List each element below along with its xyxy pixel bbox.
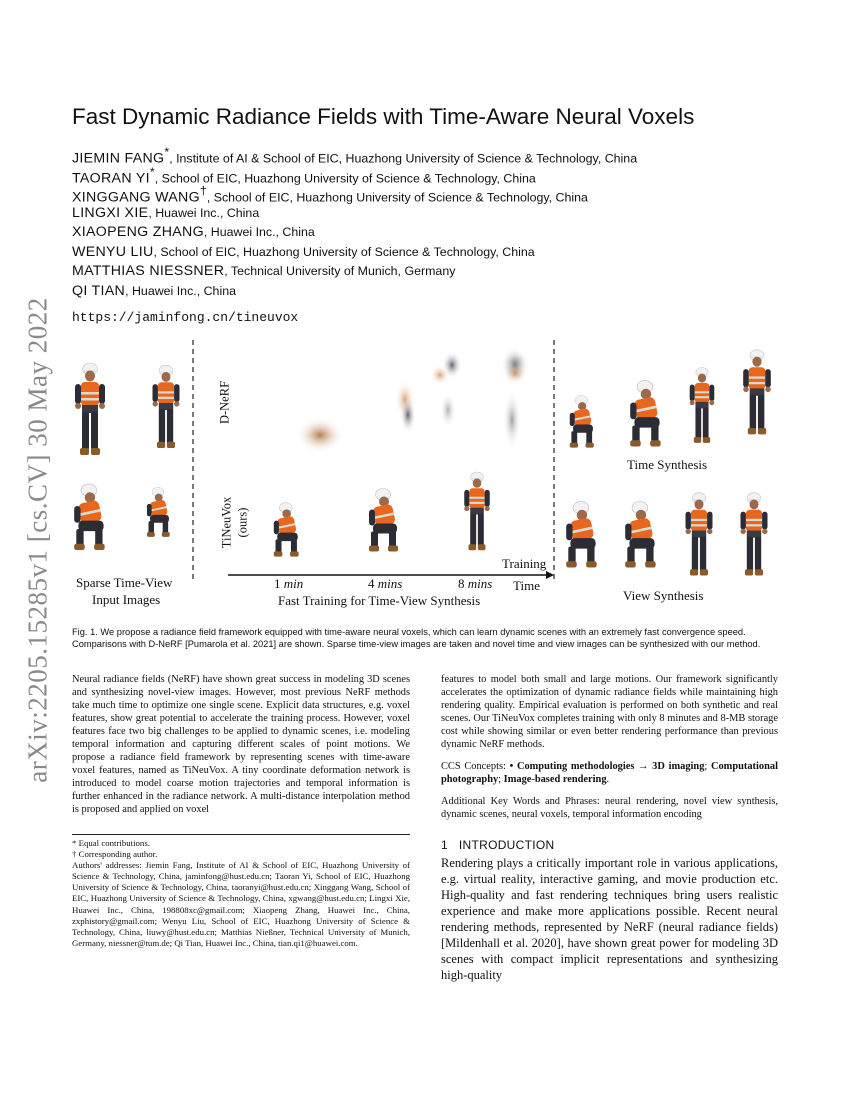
ccs-concepts: [441, 760, 778, 786]
dnerf-render-3: [430, 351, 462, 428]
author-name: TAORAN YI: [72, 169, 150, 186]
tick-unit: mins: [467, 576, 493, 591]
author-line: [72, 204, 792, 224]
view-synthesis-worker: [566, 501, 596, 567]
input-caption-line2: Input Images: [92, 592, 161, 607]
input-view-worker: [147, 487, 170, 536]
author-affiliation: , Huawei Inc., China: [125, 283, 236, 298]
view-synthesis-worker: [625, 501, 655, 567]
section-title: INTRODUCTION: [458, 838, 555, 852]
keywords: Additional Key Words and Phrases: neural rendering, novel view synthesis, dynamic scenes, neural voxels, temporal information encoding: [441, 796, 778, 821]
tineuvox-render-1min: [274, 503, 299, 557]
author-affiliation: , Huawei Inc., China: [148, 205, 260, 220]
author-name: MATTHIAS NIESSNER: [72, 263, 225, 279]
tick-unit: min: [283, 576, 304, 591]
time-synthesis-worker: [570, 395, 594, 447]
abstract-left-column: [72, 673, 410, 817]
author-line: [72, 243, 792, 263]
author-name: WENYU LIU: [72, 243, 154, 260]
author-affiliation: , School of EIC, Huazhong University of Science & Technology, China: [153, 244, 535, 259]
arxiv-identifier: arXiv:2205.15285v1 [cs.CV] 30 May 2022: [22, 297, 53, 783]
footnote-addresses: Authors' addresses: Jiemin Fang, Institute of AI & School of EIC, Huazhong University of Science & Technology, China, jaminfong@hust.edu.cn; Taoran Yi, School of EIC, Huazhong University of Science & Technology, China, taoranyi@hust.edu.cn; Xinggang Wang, School of EIC, Huazhong University of Science & Technology, China, xgwang@hust.edu.cn; Lingxi Xie, Huawei Inc., China, 198808xc@gmail.com; Xiaopeng Zhang, Huawei Inc., China, zxphistory@gmail.com; Wenyu Liu, School of EIC, Huazhong University of Science & Technology, China, liuwy@hust.edu.cn; Matthias Nießner, Technical University of Munich, Germany, niessner@tum.de; Qi Tian, Huawei Inc., China, tian.qi1@huawei.com.: [72, 860, 410, 948]
footnote-rule: [72, 834, 410, 835]
ccs-concept: Image-based rendering: [503, 774, 607, 786]
input-view-worker: [153, 365, 180, 448]
input-view-worker: [74, 484, 104, 550]
input-caption-line1: Sparse Time-View: [76, 575, 173, 590]
author-name: XIAOPENG ZHANG: [72, 224, 204, 240]
tineuvox-row-label-line1: TiNeuVox: [219, 496, 234, 549]
author-mark: *: [149, 164, 155, 179]
dnerf-render-4: [501, 347, 529, 450]
ccs-prefix: CCS Concepts:: [441, 761, 510, 773]
time-label: Time: [513, 578, 540, 593]
view-synthesis-label: View Synthesis: [623, 588, 704, 603]
author-line: [72, 223, 792, 243]
author-line: [72, 184, 792, 204]
tineuvox-render-8mins: [464, 472, 490, 550]
arxiv-sidebar: [18, 280, 58, 800]
tick-unit: mins: [377, 576, 403, 591]
tick-value: 1: [274, 576, 281, 591]
time-synthesis-worker: [690, 367, 715, 442]
ccs-separator: ;: [704, 761, 711, 773]
author-name: JIEMIN FANG: [72, 150, 165, 167]
time-synthesis-worker: [630, 380, 660, 446]
ccs-concept: • Computing methodologies → 3D imaging: [509, 761, 705, 773]
author-list: [72, 145, 792, 301]
footnotes: [72, 838, 410, 949]
author-affiliation: , Institute of AI & School of EIC, Huazhong University of Science & Technology, China: [169, 151, 638, 166]
author-line: [72, 262, 792, 282]
time-synthesis-worker: [743, 350, 771, 435]
ccs-concept: Computational photography: [441, 761, 778, 786]
author-mark: †: [199, 184, 207, 198]
author-line: [72, 165, 792, 185]
author-affiliation: , Technical University of Munich, Germany: [224, 264, 456, 278]
author-affiliation: , Huawei Inc., China: [203, 225, 315, 239]
training-label: Training: [502, 556, 547, 571]
author-affiliation: , School of EIC, Huazhong University of Science & Technology, China: [206, 190, 588, 205]
abstract-right-column: [441, 673, 778, 821]
abstract-paragraph: Neural radiance fields (NeRF) have shown great success in modeling 3D scenes and synthesizing novel-view images. However, most previous NeRF methods take much time to optimize one single scene. Explicit data structures, e.g. voxel features, show great potential to accelerate the training process. However, voxel features face two big challenges to be applied to dynamic scenes, i.e. modeling temporal information and capturing different scales of point motions. We propose a radiance field framework by representing scenes with time-aware voxel features, named as TiNeuVox. A tiny coordinate deformation network is introduced to model coarse motion trajectories and temporal information is further enhanced in the radiance network. A multi-distance interpolation method is proposed and applied on voxel: [72, 674, 410, 816]
author-affiliation: , School of EIC, Huazhong University of Science & Technology, China: [154, 170, 536, 185]
ccs-end: .: [606, 774, 610, 786]
dnerf-render-1: [296, 417, 344, 453]
author-mark: *: [164, 145, 170, 159]
center-caption: Fast Training for Time-View Synthesis: [278, 593, 481, 608]
author-line: [72, 282, 792, 302]
dnerf-row-label: D-NeRF: [217, 380, 232, 425]
tick-value: 8: [458, 576, 465, 591]
ccs-separator: ;: [498, 774, 504, 786]
dnerf-render-2: [395, 380, 416, 433]
abstract-paragraph-continued: features to model both small and large motions. Our framework significantly accelerates the optimization of dynamic radiance fields while maintaining high rendering quality. Empirical evaluation is performed on both synthetic and real scenes. Our TiNeuVox completes training with only 8 minutes and 8-MB storage cost while showing similar or even better rendering performance than previous dynamic NeRF methods.: [441, 674, 778, 751]
project-url[interactable]: https://jaminfong.cn/tineuvox: [72, 310, 299, 325]
view-synthesis-worker: [686, 493, 713, 576]
footnote-equal: * Equal contributions.: [72, 838, 150, 848]
author-name: QI TIAN: [72, 282, 126, 299]
time-tick-4mins: [368, 576, 402, 592]
section-heading: [441, 838, 554, 852]
figure-caption: Fig. 1. We propose a radiance field framework equipped with time-aware neural voxels, which can learn dynamic scenes with an extremely fast convergence speed. Comparisons with D-NeRF [Pumarola et al. 2021] are shown. Sparse time-view images are taken and novel time and view images can be synthesized with our method.: [72, 627, 761, 650]
figure-1: [60, 335, 790, 625]
input-view-worker: [75, 363, 105, 455]
time-synthesis-label: Time Synthesis: [627, 457, 708, 472]
section-number: 1: [441, 838, 448, 852]
view-synthesis-worker: [741, 493, 768, 576]
time-tick-1min: [274, 576, 303, 592]
paper-title: Fast Dynamic Radiance Fields with Time-Aware Neural Voxels: [72, 104, 695, 129]
author-name: XINGGANG WANG: [72, 189, 200, 206]
author-name: LINGXI XIE: [72, 204, 149, 221]
time-axis-arrowhead: [546, 571, 554, 579]
tineuvox-render-4mins: [369, 489, 398, 552]
tineuvox-row-label-line2: (ours): [235, 507, 250, 538]
time-tick-8mins: [458, 576, 492, 592]
author-line: [72, 145, 792, 165]
footnote-corresponding: † Corresponding author.: [72, 849, 158, 860]
introduction-text: Rendering plays a critically important role in various applications, e.g. virtual reality, interactive gaming, and movie production etc. High-quality and fast rendering techniques bring users realistic experience and make more applications possible. Recent neural rendering methods, represented by NeRF (neural radiance fields) [Mildenhall et al. 2020], have shown great power for modeling 3D scenes with compact implicit representations and synthesizing high-quality: [441, 856, 778, 982]
tick-value: 4: [368, 576, 375, 591]
